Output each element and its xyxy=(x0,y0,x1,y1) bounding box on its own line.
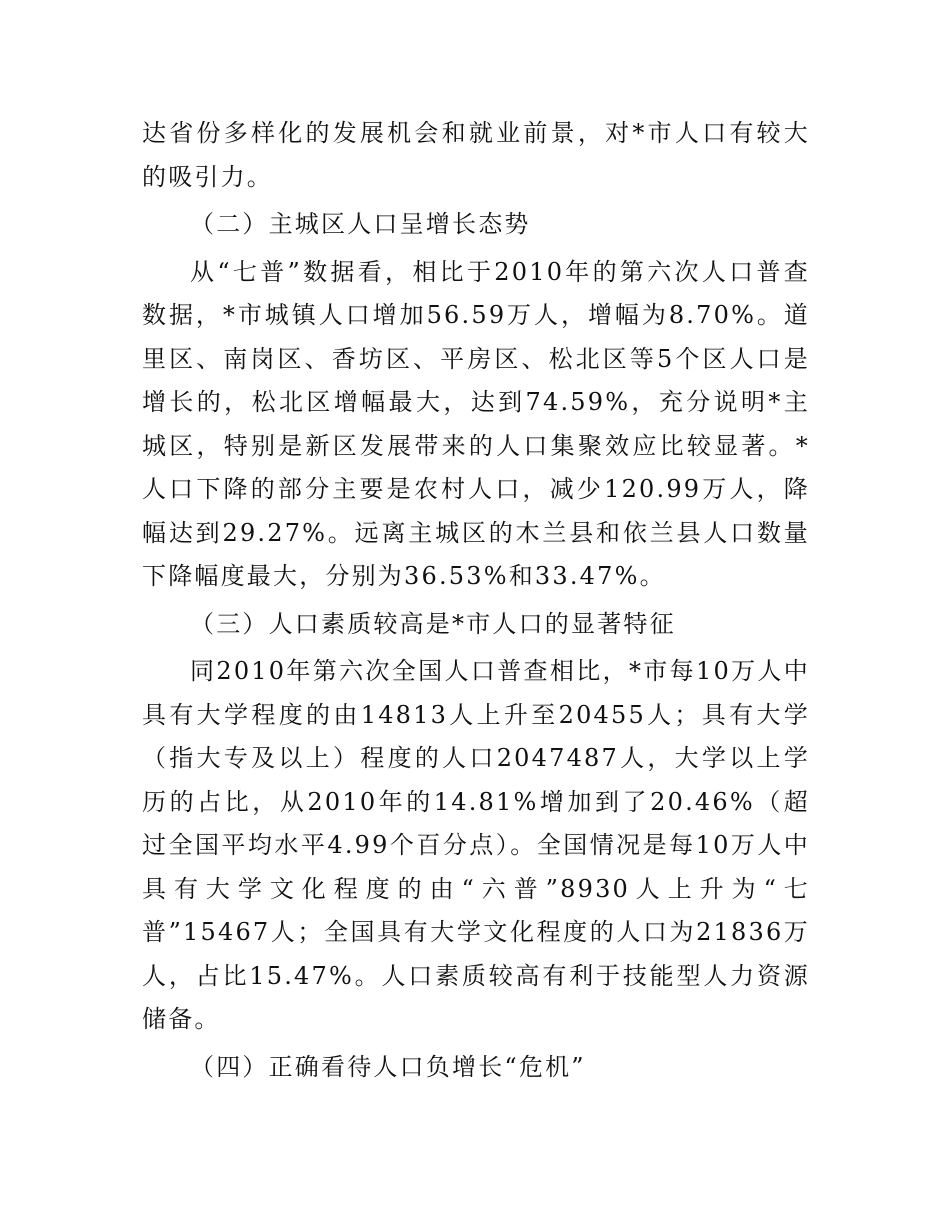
continuation-paragraph: 达省份多样化的发展机会和就业前景，对*市人口有较大的吸引力。 xyxy=(142,119,810,191)
section-body-3: 同2010年第六次全国人口普查相比，*市每10万人中具有大学程度的由14813人上升至20455人；具有大学（指大专及以上）程度的人口2047487人，大学以上学历的占比，从2010年的14.81%增加到了20.46%（超过全国平均水平4.99个百分点）。全国情况是每10万人中具有大学文化程度的由“六普”8930人上升为“七普”15467人；全国具有大学文化程度的人口为21836万人，占比15.47%。人口素质较高有利于技能型人力资源储备。 xyxy=(142,657,810,1033)
section-heading-2: （二）主城区人口呈增长态势 xyxy=(190,210,531,238)
section-heading-3: （三）人口素质较高是*市人口的显著特征 xyxy=(190,609,676,638)
document-body xyxy=(142,112,810,1093)
section-body-2: 从“七普”数据看，相比于2010年的第六次人口普查数据，*市城镇人口增加56.59万人，增幅为8.70%。道里区、南岗区、香坊区、平房区、松北区等5个区人口是增长的，松北区增幅最大，达到74.59%，充分说明*主城区，特别是新区发展带来的人口集聚效应比较显著。*人口下降的部分主要是农村人口，减少120.99万人，降幅达到29.27%。远离主城区的木兰县和依兰县人口数量下降幅度最大，分别为36.53%和33.47%。 xyxy=(142,257,810,590)
section-heading-4: （四）正确看待人口负增长“危机” xyxy=(190,1052,586,1081)
